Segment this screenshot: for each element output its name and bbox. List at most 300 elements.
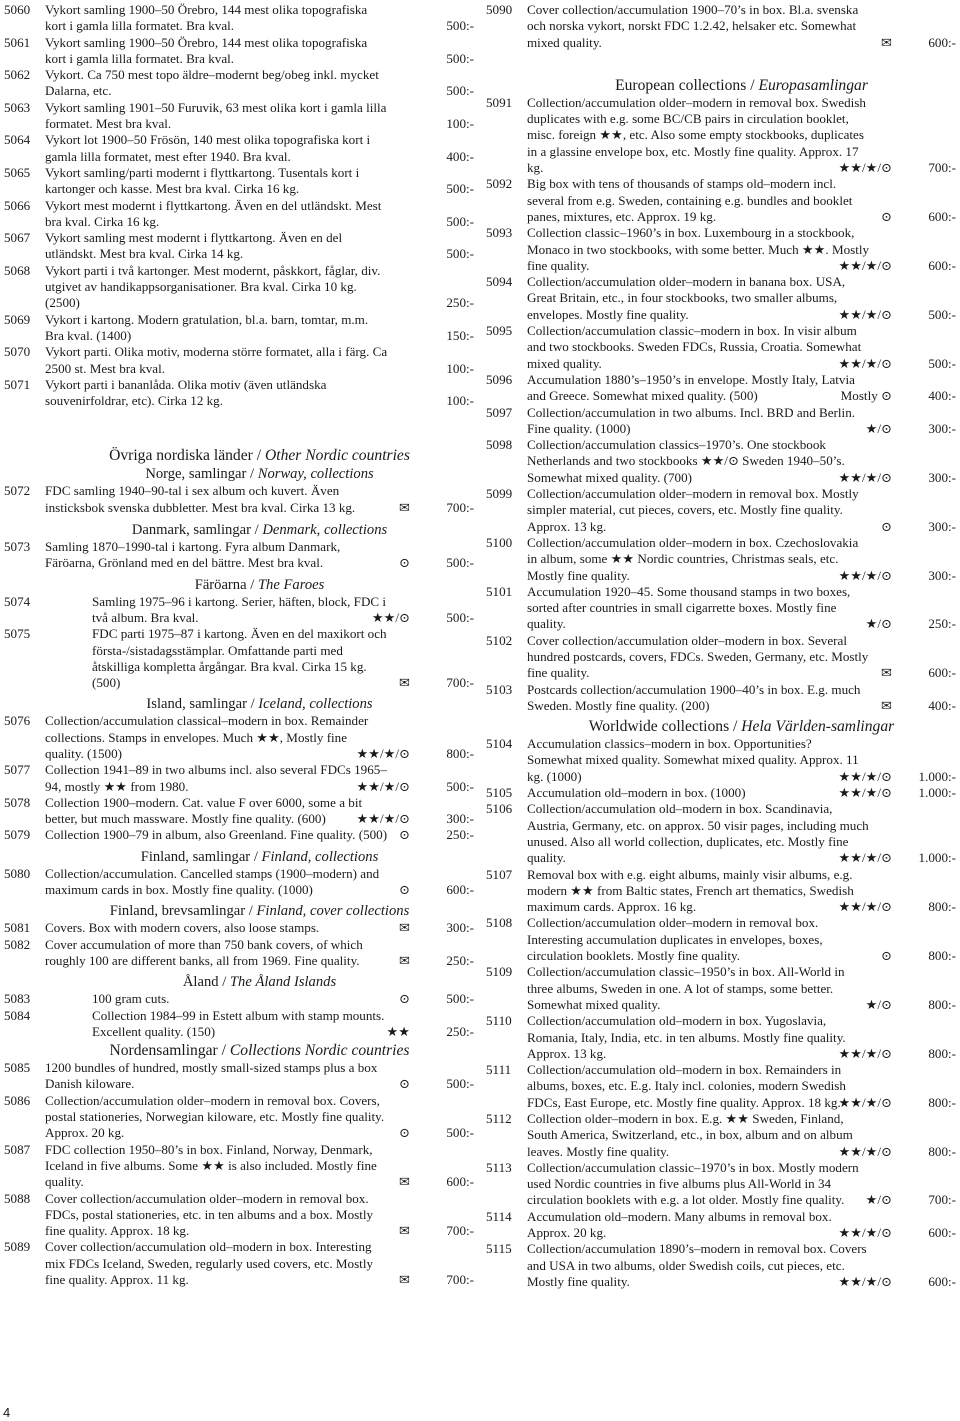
lot-meta: [881, 519, 956, 535]
heading-english: Europasamlingar: [758, 76, 868, 94]
lot-number: 5073: [4, 539, 31, 555]
lot-description: Collection/accumulation classical–modern in box. Remainder collections. Stamps in envelopes. Much ★★, Mostly fine quality. (1500): [45, 713, 369, 761]
lot-meta: [410, 181, 474, 197]
lot-entry: [486, 535, 956, 584]
lot-entry: [4, 263, 474, 312]
heading-swedish: Finland, brevsamlingar: [109, 903, 246, 920]
condition-symbols: ★★/★/⊙: [356, 811, 410, 827]
lot-entry: [486, 1013, 956, 1062]
lot-description: Vykort. Ca 750 mest topo äldre–modernt beg/obeg inkl. mycket Dalarna, etc.: [45, 67, 379, 99]
heading-swedish: Danmark, samlingar: [131, 522, 251, 539]
condition-symbols: ★/⊙: [865, 996, 892, 1012]
section-heading: [4, 902, 474, 920]
lot-entry: [4, 594, 474, 627]
lot-price: 700:-: [446, 1223, 474, 1239]
lot-meta: [399, 920, 474, 936]
condition-symbols: ★/⊙: [865, 616, 892, 632]
heading-english: Denmark, collections: [262, 522, 388, 539]
lot-description: Collection classic–1960’s in box. Luxembourg in a stockbook, Monaco in two stockbooks, with some better. Much ★★. Mostly fine quality.: [527, 225, 870, 273]
lot-price: 250:-: [446, 827, 474, 843]
lot-price: 800:-: [928, 899, 956, 915]
lot-description: Accumulation old–modern. Many albums in removal box. Approx. 20 kg.: [527, 1208, 832, 1241]
condition-symbols: ★★/★/⊙: [838, 306, 892, 322]
lot-entry: [4, 762, 474, 795]
lot-price: 800:-: [928, 948, 956, 964]
heading-swedish: Finland, samlingar: [140, 848, 251, 865]
lot-number: 5106: [486, 801, 513, 817]
heading-english: Iceland, collections: [258, 696, 373, 713]
heading-swedish: Färöarna: [194, 576, 247, 593]
lot-entry: [4, 1239, 474, 1288]
lot-price: 600:-: [928, 665, 956, 681]
lot-description: Collection/accumulation classic–modern in box. In visir album and two stockbooks. Sweden FDCs, Russia, Croatia. Somewhat mixed quality.: [527, 323, 862, 371]
condition-symbols: ⊙: [399, 1125, 410, 1141]
left-column: [4, 2, 474, 1288]
lot-entry: [486, 736, 956, 785]
lot-price: 700:-: [446, 499, 474, 515]
lot-number: 5113: [486, 1159, 512, 1175]
lot-entry: [4, 377, 474, 410]
lot-number: 5062: [4, 67, 31, 83]
lot-description: Accumulation classics–modern in box. Opportunities? Somewhat mixed quality. Somewhat mixed quality. Approx. 11 kg. (1000): [527, 736, 859, 784]
lot-price: 700:-: [446, 675, 474, 691]
heading-swedish: Nordensamlingar: [109, 1042, 218, 1060]
lot-number: 5076: [4, 713, 31, 729]
lot-number: 5087: [4, 1141, 31, 1157]
lot-number: 5061: [4, 34, 31, 50]
lot-number: 5108: [486, 915, 513, 931]
condition-symbols: ★★/★/⊙: [838, 355, 892, 371]
lot-number: 5096: [486, 371, 513, 387]
right-column: [486, 2, 956, 1290]
lot-meta: [399, 1174, 474, 1190]
lot-meta: [399, 1272, 474, 1288]
lot-entry: [486, 867, 956, 916]
lot-price: 700:-: [446, 1272, 474, 1287]
lot-meta: [399, 953, 474, 969]
lot-price: 700:-: [928, 1192, 956, 1208]
heading-swedish: Island, samlingar: [146, 696, 247, 713]
lot-entry: [4, 920, 474, 936]
condition-symbols: ✉: [399, 1272, 410, 1287]
lot-description: 100 gram cuts.: [92, 991, 170, 1007]
lot-description: Cover accumulation of more than 750 bank covers, of which roughly 100 are different banks, all from 1969. Fine quality.: [45, 936, 363, 968]
lot-entry: [486, 1160, 956, 1209]
lot-entry: [4, 795, 474, 828]
condition-symbols: ⊙: [399, 1076, 410, 1092]
lot-price: 600:-: [928, 1273, 956, 1289]
condition-symbols: ✉: [881, 34, 892, 50]
lot-price: 250:-: [446, 295, 474, 311]
lot-number: 5081: [4, 920, 31, 936]
lot-price: 250:-: [928, 616, 956, 632]
lot-entry: [486, 2, 956, 51]
lot-description: Cover collection/accumulation old–modern in box. Interesting mix FDCs Iceland, Sweden, regularly used covers, etc. Mostly fine quality. Approx. 11 kg.: [45, 1239, 374, 1287]
lot-entry: [4, 483, 474, 516]
lot-price: 100:-: [446, 116, 474, 132]
lot-meta: [357, 779, 474, 795]
lot-price: 800:-: [928, 1045, 956, 1061]
lot-description: Vykort samling mest modernt i flyttkartong. Även en del utländskt. Mest bra kval. Cirka 14 kg.: [45, 230, 343, 262]
lot-price: 1.000:-: [918, 785, 956, 801]
lot-description: Collection/accumulation older–modern in removal box. Mostly simpler material, cut pieces, covers, etc. Mostly fine quality. Approx. 13 kg.: [527, 486, 859, 534]
lot-price: 1.000:-: [918, 768, 956, 784]
lot-description: Vykort samling 1901–50 Furuvik, 63 mest olika kort i gamla lilla formatet. Mest bra kval.: [45, 99, 387, 132]
lot-number: 5066: [4, 197, 31, 213]
condition-symbols: ★★: [386, 1023, 410, 1039]
lot-price: 300:-: [928, 567, 956, 583]
heading-swedish: Åland: [182, 974, 219, 991]
lot-price: 500:-: [446, 991, 474, 1007]
lot-number: 5085: [4, 1060, 31, 1076]
lot-number: 5105: [486, 785, 513, 801]
lot-meta: [410, 149, 474, 165]
lot-price: 500:-: [446, 18, 474, 34]
lot-price: 600:-: [928, 34, 956, 50]
lot-number: 5060: [4, 2, 31, 17]
lot-price: 300:-: [928, 469, 956, 485]
lot-description: Collection/accumulation 1890’s–modern in removal box. Covers and USA in two albums, older Swedish coils, cut pieces, etc. Mostly fine quality.: [527, 1241, 867, 1289]
heading-separator: /: [217, 1042, 230, 1060]
lot-meta: [841, 388, 956, 404]
lot-number: 5115: [486, 1241, 512, 1257]
lot-number: 5102: [486, 632, 513, 648]
condition-symbols: ★★/★/⊙: [838, 899, 892, 915]
lot-entry: [4, 713, 474, 762]
lot-entry: [4, 67, 474, 100]
lot-number: 5091: [486, 94, 513, 110]
lot-price: 600:-: [928, 257, 956, 273]
lot-number: 5063: [4, 99, 31, 115]
lot-entry: [4, 1142, 474, 1191]
lot-price: 150:-: [446, 327, 474, 343]
lot-description: Collection/accumulation in two albums. Incl. BRD and Berlin. Fine quality. (1000): [527, 404, 856, 436]
lot-price: 500:-: [446, 213, 474, 229]
lot-number: 5112: [486, 1111, 512, 1126]
lot-meta: [881, 209, 956, 225]
lot-number: 5083: [4, 991, 31, 1007]
section-heading: [486, 718, 956, 736]
lot-number: 5104: [486, 736, 513, 752]
lot-number: 5067: [4, 230, 31, 246]
lot-meta: [357, 746, 474, 762]
heading-english: Other Nordic countries: [264, 447, 410, 465]
condition-symbols: ⊙: [881, 208, 892, 224]
lot-number: 5092: [486, 176, 513, 192]
section-heading: [486, 77, 956, 95]
lot-entry: [486, 176, 956, 225]
condition-symbols: ✉: [399, 499, 410, 515]
lot-description: Vykort parti i bananlåda. Olika motiv (även utländska souvenirfoldrar, etc). Cirka 12 kg.: [45, 376, 327, 409]
lot-description: Vykort i kartong. Modern gratulation, bl.a. barn, tomtar, m.m. Bra kval. (1400): [45, 311, 369, 343]
lot-number: 5090: [486, 2, 513, 17]
lot-entry: [486, 633, 956, 682]
lot-entry: [486, 274, 956, 323]
lot-price: 500:-: [446, 83, 474, 99]
lot-meta: [399, 1076, 474, 1092]
lot-number: 5065: [4, 164, 31, 180]
lot-entry: [4, 626, 474, 691]
lot-meta: [839, 1144, 956, 1160]
lot-number: 5078: [4, 794, 31, 810]
lot-meta: [839, 258, 956, 274]
lot-description: Collection/accumulation old–modern in box. Yugoslavia, Romania, Italy, India, etc. in ten albums. Mostly fine quality. Approx. 13 kg.: [527, 1013, 846, 1061]
lot-meta: [410, 295, 474, 311]
lot-meta: [839, 769, 956, 785]
section-heading: [4, 521, 474, 539]
lot-meta: [357, 811, 474, 827]
lot-meta: [839, 1046, 956, 1062]
condition-symbols: ✉: [399, 675, 410, 691]
lot-price: 400:-: [928, 697, 956, 713]
lot-entry: [4, 991, 474, 1007]
condition-symbols: Mostly ⊙: [840, 388, 892, 404]
condition-symbols: ✉: [399, 952, 410, 968]
lot-price: 500:-: [446, 609, 474, 625]
lot-meta: [410, 246, 474, 262]
lot-meta: [399, 827, 474, 843]
lot-meta: [839, 160, 956, 176]
lot-meta: [399, 882, 474, 898]
lot-price: 400:-: [446, 148, 474, 164]
lot-price: 500:-: [928, 306, 956, 322]
lot-meta: [839, 568, 956, 584]
lot-description: Collection/accumulation. Cancelled stamps (1900–modern) and maximum cards in box. Mostly fine quality. (1000): [45, 865, 380, 898]
lot-number: 5084: [4, 1007, 31, 1023]
lot-number: 5082: [4, 936, 31, 952]
lot-entry: [4, 937, 474, 970]
heading-english: Finland, collections: [261, 848, 379, 865]
heading-separator: /: [252, 447, 265, 465]
lot-meta: [866, 616, 956, 632]
lot-number: 5079: [4, 827, 31, 843]
lot-price: 300:-: [928, 420, 956, 436]
lot-entry: [486, 323, 956, 372]
lot-meta: [839, 899, 956, 915]
lot-entry: [486, 1209, 956, 1242]
lot-price: 100:-: [446, 393, 474, 409]
heading-separator: /: [250, 522, 263, 539]
lot-description: Collection/accumulation classic–1950’s in box. All-World in three albums, Sweden in one. A lot of stamps, some better. Somewhat mixed quality.: [527, 964, 845, 1012]
lot-description: Cover collection/accumulation 1900–70’s in box. Bl.a. svenska och norska vykort, norskt FDC 1.2.42, helsaker etc. Somewhat mixed quality.: [527, 2, 859, 50]
lot-price: 800:-: [928, 1143, 956, 1159]
heading-separator: /: [218, 974, 230, 991]
lot-price: 300:-: [446, 920, 474, 936]
lot-entry: [4, 866, 474, 899]
lot-meta: [839, 356, 956, 372]
lot-description: Vykort lot 1900–50 Frösön, 140 mest olika topografiska kort i gamla lilla formatet, mest efter 1940. Bra kval.: [45, 132, 371, 164]
condition-symbols: ★/⊙: [865, 1192, 892, 1208]
lot-entry: [4, 198, 474, 231]
lot-meta: [839, 470, 956, 486]
lot-description: Samling 1975–96 i kartong. Serier, häften, block, FDC i två album. Bra kval.: [92, 593, 387, 625]
lot-description: Collection/accumulation classic–1970’s in box. Mostly modern used Nordic countries in five albums plus All-World in 34 circulation booklets with e.g. a lot older. Mostly fine quality.: [527, 1159, 859, 1208]
lot-price: 700:-: [928, 160, 956, 176]
lot-meta: [839, 785, 956, 801]
lot-entry: [4, 165, 474, 198]
condition-symbols: ★★/★/⊙: [838, 1045, 892, 1061]
lot-price: 500:-: [446, 555, 474, 571]
lot-entry: [4, 1093, 474, 1142]
lot-number: 5103: [486, 681, 513, 697]
lot-entry: [4, 100, 474, 133]
heading-separator: /: [746, 76, 759, 94]
lot-entry: [4, 1008, 474, 1041]
heading-english: The Åland Islands: [229, 974, 337, 991]
heading-english: Norway, collections: [257, 466, 374, 483]
heading-separator: /: [729, 718, 742, 736]
lot-description: Collection/accumulation older–modern in removal box. Swedish duplicates with e.g. some BC/CB pairs in circulation booklet, misc. foreign ★★, etc. Also some empty stockbooks, duplicates in a glassine envelope box, etc. Mostly fine quality. Approx. 17 kg.: [527, 94, 866, 176]
lot-description: Vykort samling 1900–50 Örebro, 144 mest olika topografiska kort i gamla lilla formatet. Bra kval.: [45, 34, 368, 66]
lot-entry: [486, 437, 956, 486]
lot-number: 5088: [4, 1190, 31, 1206]
lot-description: Vykort parti. Olika motiv, moderna större formatet, alla i färg. Ca 2500 st. Mest bra kval.: [45, 344, 388, 376]
lot-entry: [4, 230, 474, 263]
lot-meta: [372, 610, 474, 626]
lot-meta: [839, 1225, 956, 1241]
condition-symbols: ★★/★/⊙: [356, 745, 410, 761]
lot-number: 5075: [4, 626, 31, 642]
lot-price: 500:-: [446, 778, 474, 794]
lot-entry: [486, 1111, 956, 1160]
lot-meta: [410, 116, 474, 132]
condition-symbols: ★★/★/⊙: [838, 1143, 892, 1159]
lot-number: 5069: [4, 311, 31, 327]
section-heading: [4, 1042, 474, 1060]
lot-price: 250:-: [446, 1023, 474, 1039]
condition-symbols: ★★/★/⊙: [838, 1225, 892, 1241]
condition-symbols: ⊙: [399, 827, 410, 843]
lot-number: 5110: [486, 1013, 512, 1029]
lot-description: Collection 1900–79 in album, also Greenland. Fine quality. (500): [45, 827, 388, 843]
lot-entry: [4, 827, 474, 843]
lot-entry: [486, 964, 956, 1013]
lot-meta: [839, 850, 956, 866]
section-heading: [4, 465, 474, 483]
lot-description: Accumulation 1920–45. Some thousand stamps in two boxes, sorted after countries in small cigarrette boxes. Mostly fine quality.: [527, 583, 851, 632]
lot-entry: [4, 1060, 474, 1093]
lot-meta: [410, 18, 474, 34]
lot-price: 600:-: [446, 1174, 474, 1190]
lot-price: 800:-: [928, 1094, 956, 1110]
lot-meta: [410, 83, 474, 99]
heading-separator: /: [245, 903, 257, 920]
lot-number: 5109: [486, 964, 513, 980]
condition-symbols: ★★/★/⊙: [838, 1273, 892, 1289]
lot-description: Vykort parti i två kartonger. Mest modernt, påskkort, fåglar, div. utgivet av handikappsorganisationer. Bra kval. Cirka 10 kg. (2500): [45, 262, 381, 311]
lot-description: Collection older–modern in box. E.g. ★★ Sweden, Finland, South America, Switzerland, etc., in box, album and on album leaves. Mostly fine quality.: [527, 1111, 853, 1159]
section-heading: [4, 447, 474, 465]
lot-meta: [387, 1024, 474, 1040]
lot-meta: [881, 948, 956, 964]
lot-description: Collection/accumulation classics–1970’s. One stockbook Netherlands and two stockbooks ★★/⊙ Sweden 1940–50’s. Somewhat mixed quality. (700): [527, 437, 845, 485]
lot-entry: [4, 35, 474, 68]
lot-number: 5094: [486, 274, 513, 290]
heading-swedish: Worldwide collections: [588, 718, 730, 736]
lot-number: 5074: [4, 593, 31, 609]
condition-symbols: ✉: [399, 1223, 410, 1239]
lot-meta: [399, 991, 474, 1007]
lot-description: Accumulation 1880’s–1950’s in envelope. Mostly Italy, Latvia and Greece. Somewhat mixed quality. (500): [527, 371, 855, 404]
lot-price: 400:-: [928, 388, 956, 404]
lot-description: 1200 bundles of hundred, mostly small-sized stamps plus a box Danish kiloware.: [45, 1060, 378, 1092]
lot-meta: [410, 361, 474, 377]
condition-symbols: ★★/★/⊙: [838, 567, 892, 583]
lot-number: 5097: [486, 404, 513, 420]
condition-symbols: ✉: [881, 697, 892, 713]
lot-entry: [486, 372, 956, 405]
lot-description: Collection/accumulation older–modern in box. Czechoslovakia in album, some ★★ Nordic countries, Christmas seals, etc. Mostly fine quality.: [527, 534, 859, 583]
lot-entry: [4, 1191, 474, 1240]
condition-symbols: ⊙: [399, 555, 410, 571]
condition-symbols: ★★/★/⊙: [838, 160, 892, 176]
heading-english: Collections Nordic countries: [229, 1042, 410, 1060]
condition-symbols: ★★/★/⊙: [838, 1094, 892, 1110]
lot-number: 5101: [486, 583, 513, 599]
lot-entry: [486, 1062, 956, 1111]
lot-entry: [486, 225, 956, 274]
lot-entry: [486, 801, 956, 866]
lot-meta: [410, 393, 474, 409]
lot-description: Accumulation old–modern in box. (1000): [527, 785, 746, 801]
lot-entry: [486, 405, 956, 438]
lot-price: 100:-: [446, 360, 474, 376]
lot-number: 5100: [486, 534, 513, 550]
lot-price: 500:-: [446, 1125, 474, 1141]
condition-symbols: ⊙: [399, 882, 410, 898]
lot-number: 5089: [4, 1239, 31, 1255]
lot-price: 500:-: [446, 181, 474, 197]
lot-meta: [399, 675, 474, 691]
lot-meta: [866, 421, 956, 437]
lot-meta: [399, 1125, 474, 1141]
lot-price: 500:-: [446, 1076, 474, 1092]
lot-number: 5111: [486, 1062, 512, 1078]
lot-meta: [839, 1274, 956, 1290]
lot-description: FDC collection 1950–80’s in box. Finland, Norway, Denmark, Iceland in five albums. Some ★★ is also included. Mostly fine quality.: [45, 1141, 377, 1190]
lot-number: 5070: [4, 344, 31, 360]
lot-price: 600:-: [928, 208, 956, 224]
section-heading: [4, 848, 474, 866]
condition-symbols: ⊙: [399, 991, 410, 1007]
heading-english: The Faroes: [257, 576, 325, 593]
lot-price: 600:-: [928, 1225, 956, 1241]
lot-meta: [399, 1223, 474, 1239]
section-heading: [4, 695, 474, 713]
lot-meta: [399, 500, 474, 516]
lot-number: 5114: [486, 1208, 512, 1224]
condition-symbols: ★★/★/⊙: [838, 257, 892, 273]
lot-meta: [410, 214, 474, 230]
lot-number: 5095: [486, 323, 513, 339]
lot-entry: [486, 785, 956, 801]
lot-number: 5071: [4, 376, 31, 392]
lot-description: Collection/accumulation old–modern in box. Scandinavia, Austria, Germany, etc. on approx. 50 visir pages, including much unused. Also all world collection, duplicates, etc. Mostly fine quality.: [527, 801, 869, 866]
lot-price: 500:-: [446, 50, 474, 66]
lot-description: Collection/accumulation old–modern in box. Remainders in albums, boxes, etc. E.g. Italy incl. colonies, modern Swedish FDCs, East Europe, etc. Mostly fine quality. Approx. 18 kg.: [527, 1062, 846, 1110]
condition-symbols: ★★/★/⊙: [838, 469, 892, 485]
lot-entry: [4, 2, 474, 35]
heading-english: Hela Världen-samlingar: [741, 718, 895, 736]
lot-price: 500:-: [928, 355, 956, 371]
heading-separator: /: [246, 466, 258, 483]
heading-swedish: Övriga nordiska länder: [109, 447, 253, 465]
condition-symbols: ✉: [399, 1174, 410, 1190]
lot-description: Vykort samling/parti modernt i flyttkartong. Tusentals kort i kartonger och kasse. Mest bra kval. Cirka 16 kg.: [45, 164, 360, 197]
heading-separator: /: [246, 696, 259, 713]
lot-entry: [4, 312, 474, 345]
lot-meta: [839, 307, 956, 323]
